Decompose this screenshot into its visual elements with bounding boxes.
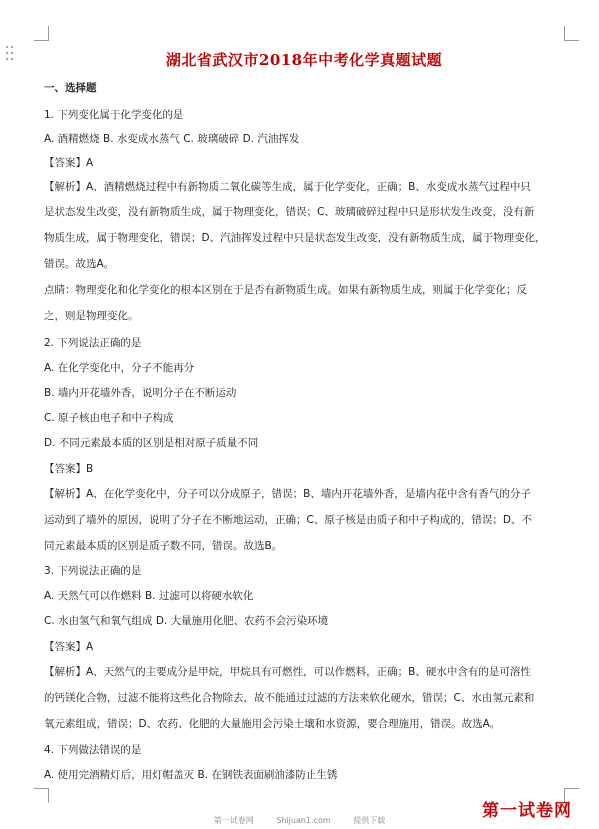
question-1-tip-line: 之，则是物理变化。 — [44, 310, 139, 322]
question-1-analysis-line: 【解析】A、酒精燃烧过程中有新物质二氧化碳等生成，属于化学变化，正确；B、水变成水蒸气过程中只 — [44, 181, 531, 193]
crop-mark-top-right — [564, 26, 579, 41]
brand-logo-text: 第一试卷网 — [482, 801, 572, 821]
crop-mark-top-left — [34, 26, 49, 41]
question-2-stem: 2. 下列说法正确的是 — [44, 337, 142, 349]
question-2-option: D. 不同元素最本质的区别是相对原子质量不同 — [44, 437, 259, 449]
question-2-option: A. 在化学变化中，分子不能再分 — [44, 362, 195, 374]
footer-download-text: 提供下载 — [353, 816, 386, 825]
question-3-answer: 【答案】A — [44, 641, 94, 653]
footer-site-name: 第一试卷网 — [213, 816, 254, 825]
question-3-stem: 3. 下列说法正确的是 — [44, 565, 142, 577]
question-3-options-row: A. 天然气可以作燃料 B. 过滤可以将硬水软化 — [44, 590, 254, 602]
question-4-stem: 4. 下列做法错误的是 — [44, 744, 142, 756]
question-2-option: B. 墙内开花墙外香，说明分子在不断运动 — [44, 387, 237, 399]
page-title: 湖北省武汉市2018年中考化学真题试题 — [165, 51, 443, 69]
crop-mark-bottom-left — [34, 788, 49, 803]
page-footer — [0, 815, 599, 826]
question-1-answer: 【答案】A — [44, 157, 94, 169]
question-2-analysis-line: 运动到了墙外的原因，说明了分子在不断地运动，正确；C、原子核是由质子和中子构成的，错误；D、不 — [44, 514, 532, 526]
question-3-options-row: C. 水由氢气和氧气组成 D. 大量施用化肥、农药不会污染环境 — [44, 615, 329, 627]
drag-handle-icon[interactable] — [6, 46, 16, 64]
section-heading: 一、选择题 — [44, 82, 97, 94]
question-1-analysis-line: 是状态发生改变，没有新物质生成，属于物理变化，错误；C、玻璃破碎过程中只是形状发生改变，没有新 — [44, 206, 535, 218]
question-1-stem: 1. 下列变化属于化学变化的是 — [44, 109, 184, 121]
footer-site-url: Shijuan1.com — [276, 816, 331, 825]
question-3-analysis-line: 【解析】A、天然气的主要成分是甲烷，甲烷具有可燃性，可以作燃料，正确；B、硬水中含有的是可溶性 — [44, 666, 531, 678]
question-3-analysis-line: 的钙镁化合物，过滤不能将这些化合物除去，故不能通过过滤的方法来软化硬水，错误；C、水由氢元素和 — [44, 692, 535, 704]
question-4-options-row: A. 使用完酒精灯后，用灯帽盖灭 B. 在钢铁表面刷油漆防止生锈 — [44, 769, 338, 781]
question-1-tip-line: 点睛：物理变化和化学变化的根本区别在于是否有新物质生成。如果有新物质生成，则属于化学变化；反 — [44, 284, 527, 296]
question-2-answer: 【答案】B — [44, 463, 94, 475]
question-1-analysis-line: 物质生成，属于物理变化，错误；D、汽油挥发过程中只是状态发生改变，没有新物质生成，属于物理变化， — [44, 232, 546, 244]
question-1-analysis-line: 错误。故选A。 — [44, 258, 115, 270]
question-1-options: A. 酒精燃烧 B. 水变成水蒸气 C. 玻璃破碎 D. 汽油挥发 — [44, 133, 300, 145]
question-2-option: C. 原子核由电子和中子构成 — [44, 412, 174, 424]
question-3-analysis-line: 氧元素组成，错误；D、农药、化肥的大量施用会污染土壤和水资源，要合理施用，错误。故选A。 — [44, 718, 501, 730]
question-2-analysis-line: 【解析】A、在化学变化中，分子可以分成原子，错误；B、墙内开花墙外香，是墙内花中含有香气的分子 — [44, 488, 531, 500]
question-2-analysis-line: 同元素最本质的区别是质子数不同，错误。故选B。 — [44, 540, 283, 552]
